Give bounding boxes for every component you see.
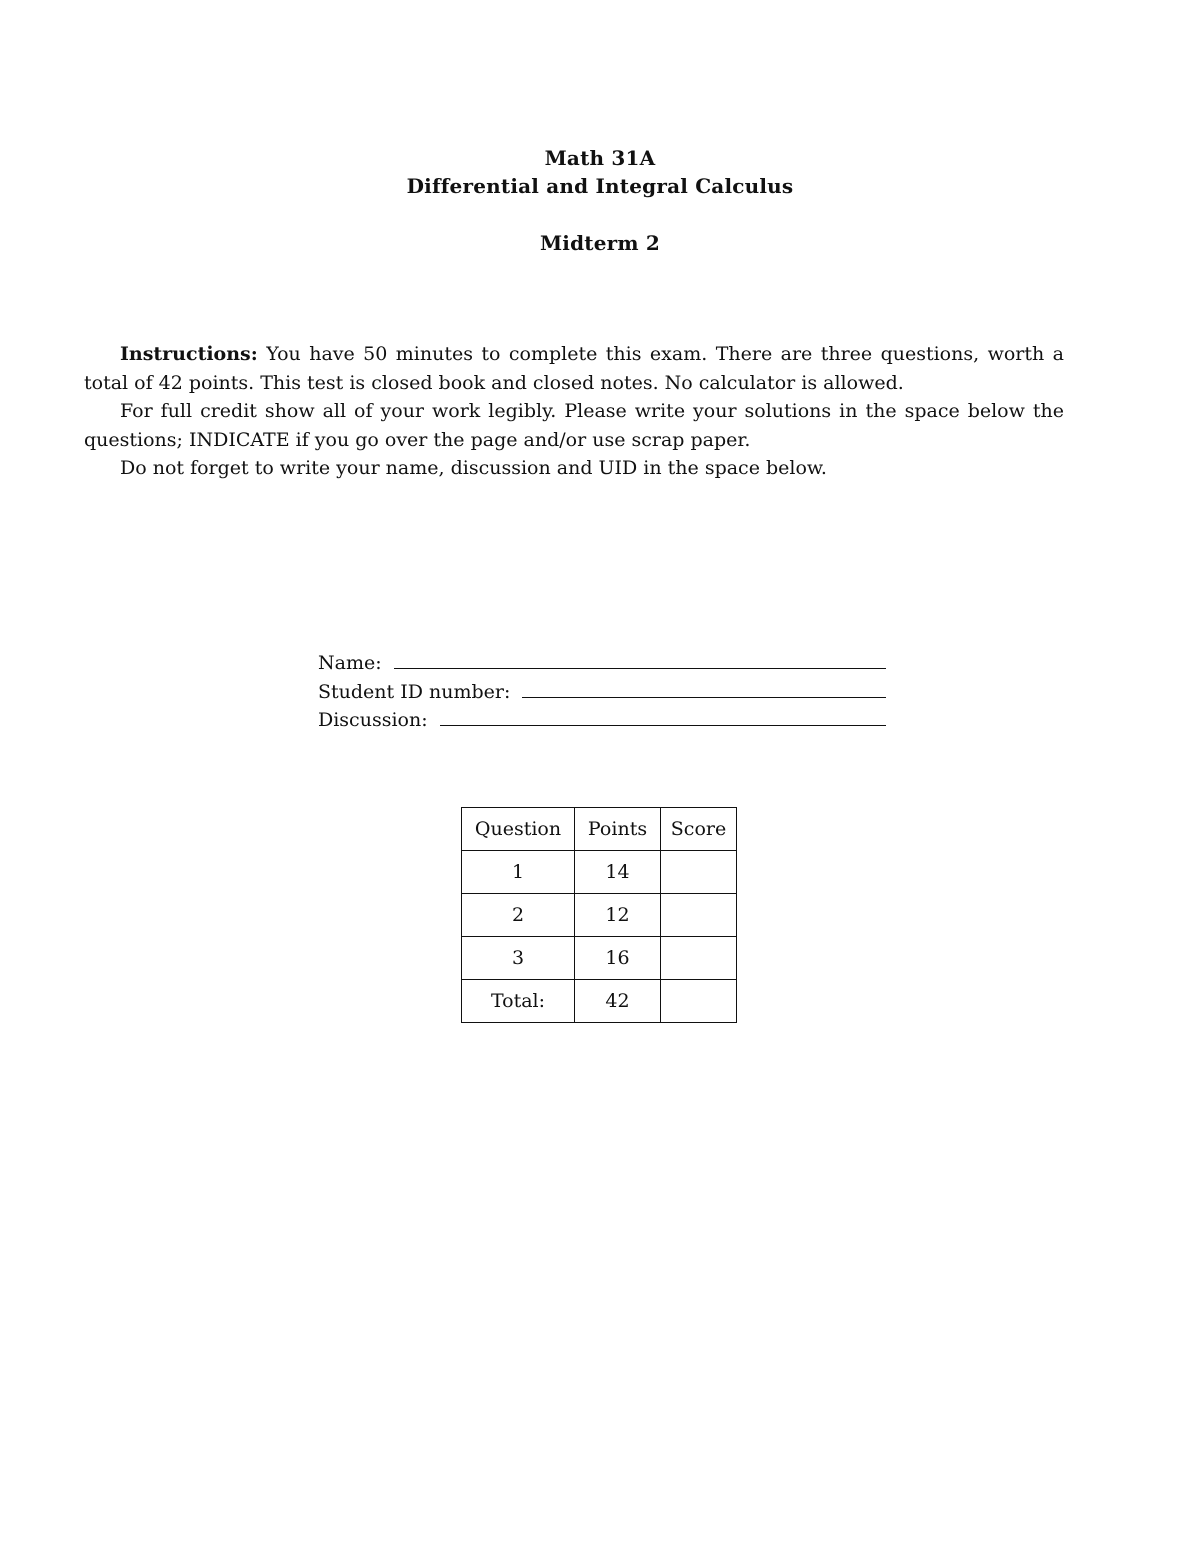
student-id-row — [318, 678, 886, 707]
name-label: Name: — [318, 652, 382, 674]
header-question: Question — [462, 808, 575, 851]
exam-title: Midterm 2 — [539, 231, 661, 255]
score-cell — [661, 937, 737, 980]
question-cell: 2 — [462, 894, 575, 937]
discussion-blank-line[interactable] — [440, 707, 886, 726]
name-row — [318, 649, 886, 678]
table-row — [462, 851, 737, 894]
instructions-paragraph-3: Do not forget to write your name, discussion and UID in the space below. — [120, 457, 827, 480]
instructions-paragraph-1 — [84, 340, 1064, 397]
score-table-header-row — [462, 808, 737, 851]
points-cell: 16 — [575, 937, 661, 980]
question-cell: 3 — [462, 937, 575, 980]
table-row — [462, 894, 737, 937]
instructions-paragraph-2: For full credit show all of your work legibly. Please write your solutions in the space below the questions; INDICATE if you go over the page and/or use scrap paper. — [84, 400, 1064, 451]
points-cell: 12 — [575, 894, 661, 937]
total-label-cell: Total: — [462, 980, 575, 1023]
student-info-fields — [318, 649, 886, 735]
score-cell — [661, 894, 737, 937]
question-cell: 1 — [462, 851, 575, 894]
total-score-cell — [661, 980, 737, 1023]
name-blank-line[interactable] — [394, 650, 886, 669]
instructions-section — [84, 340, 1064, 483]
table-row — [462, 937, 737, 980]
instructions-text-1: You have 50 minutes to complete this exam. There are three questions, worth a total of 42 points. This test is closed book and closed notes. No calculator is allowed. — [84, 343, 1064, 394]
student-id-label: Student ID number: — [318, 680, 511, 703]
score-table — [461, 807, 737, 1023]
header-score: Score — [661, 808, 737, 851]
total-points-cell: 42 — [575, 980, 661, 1023]
score-cell — [661, 851, 737, 894]
course-subtitle: Differential and Integral Calculus — [406, 174, 794, 198]
course-title: Math 31A — [544, 146, 656, 170]
instructions-lead: Instructions: — [120, 343, 258, 365]
discussion-row — [318, 706, 886, 735]
points-cell: 14 — [575, 851, 661, 894]
discussion-label: Discussion: — [318, 709, 428, 732]
table-row-total — [462, 980, 737, 1023]
header-points: Points — [575, 808, 661, 851]
student-id-blank-line[interactable] — [522, 679, 886, 698]
